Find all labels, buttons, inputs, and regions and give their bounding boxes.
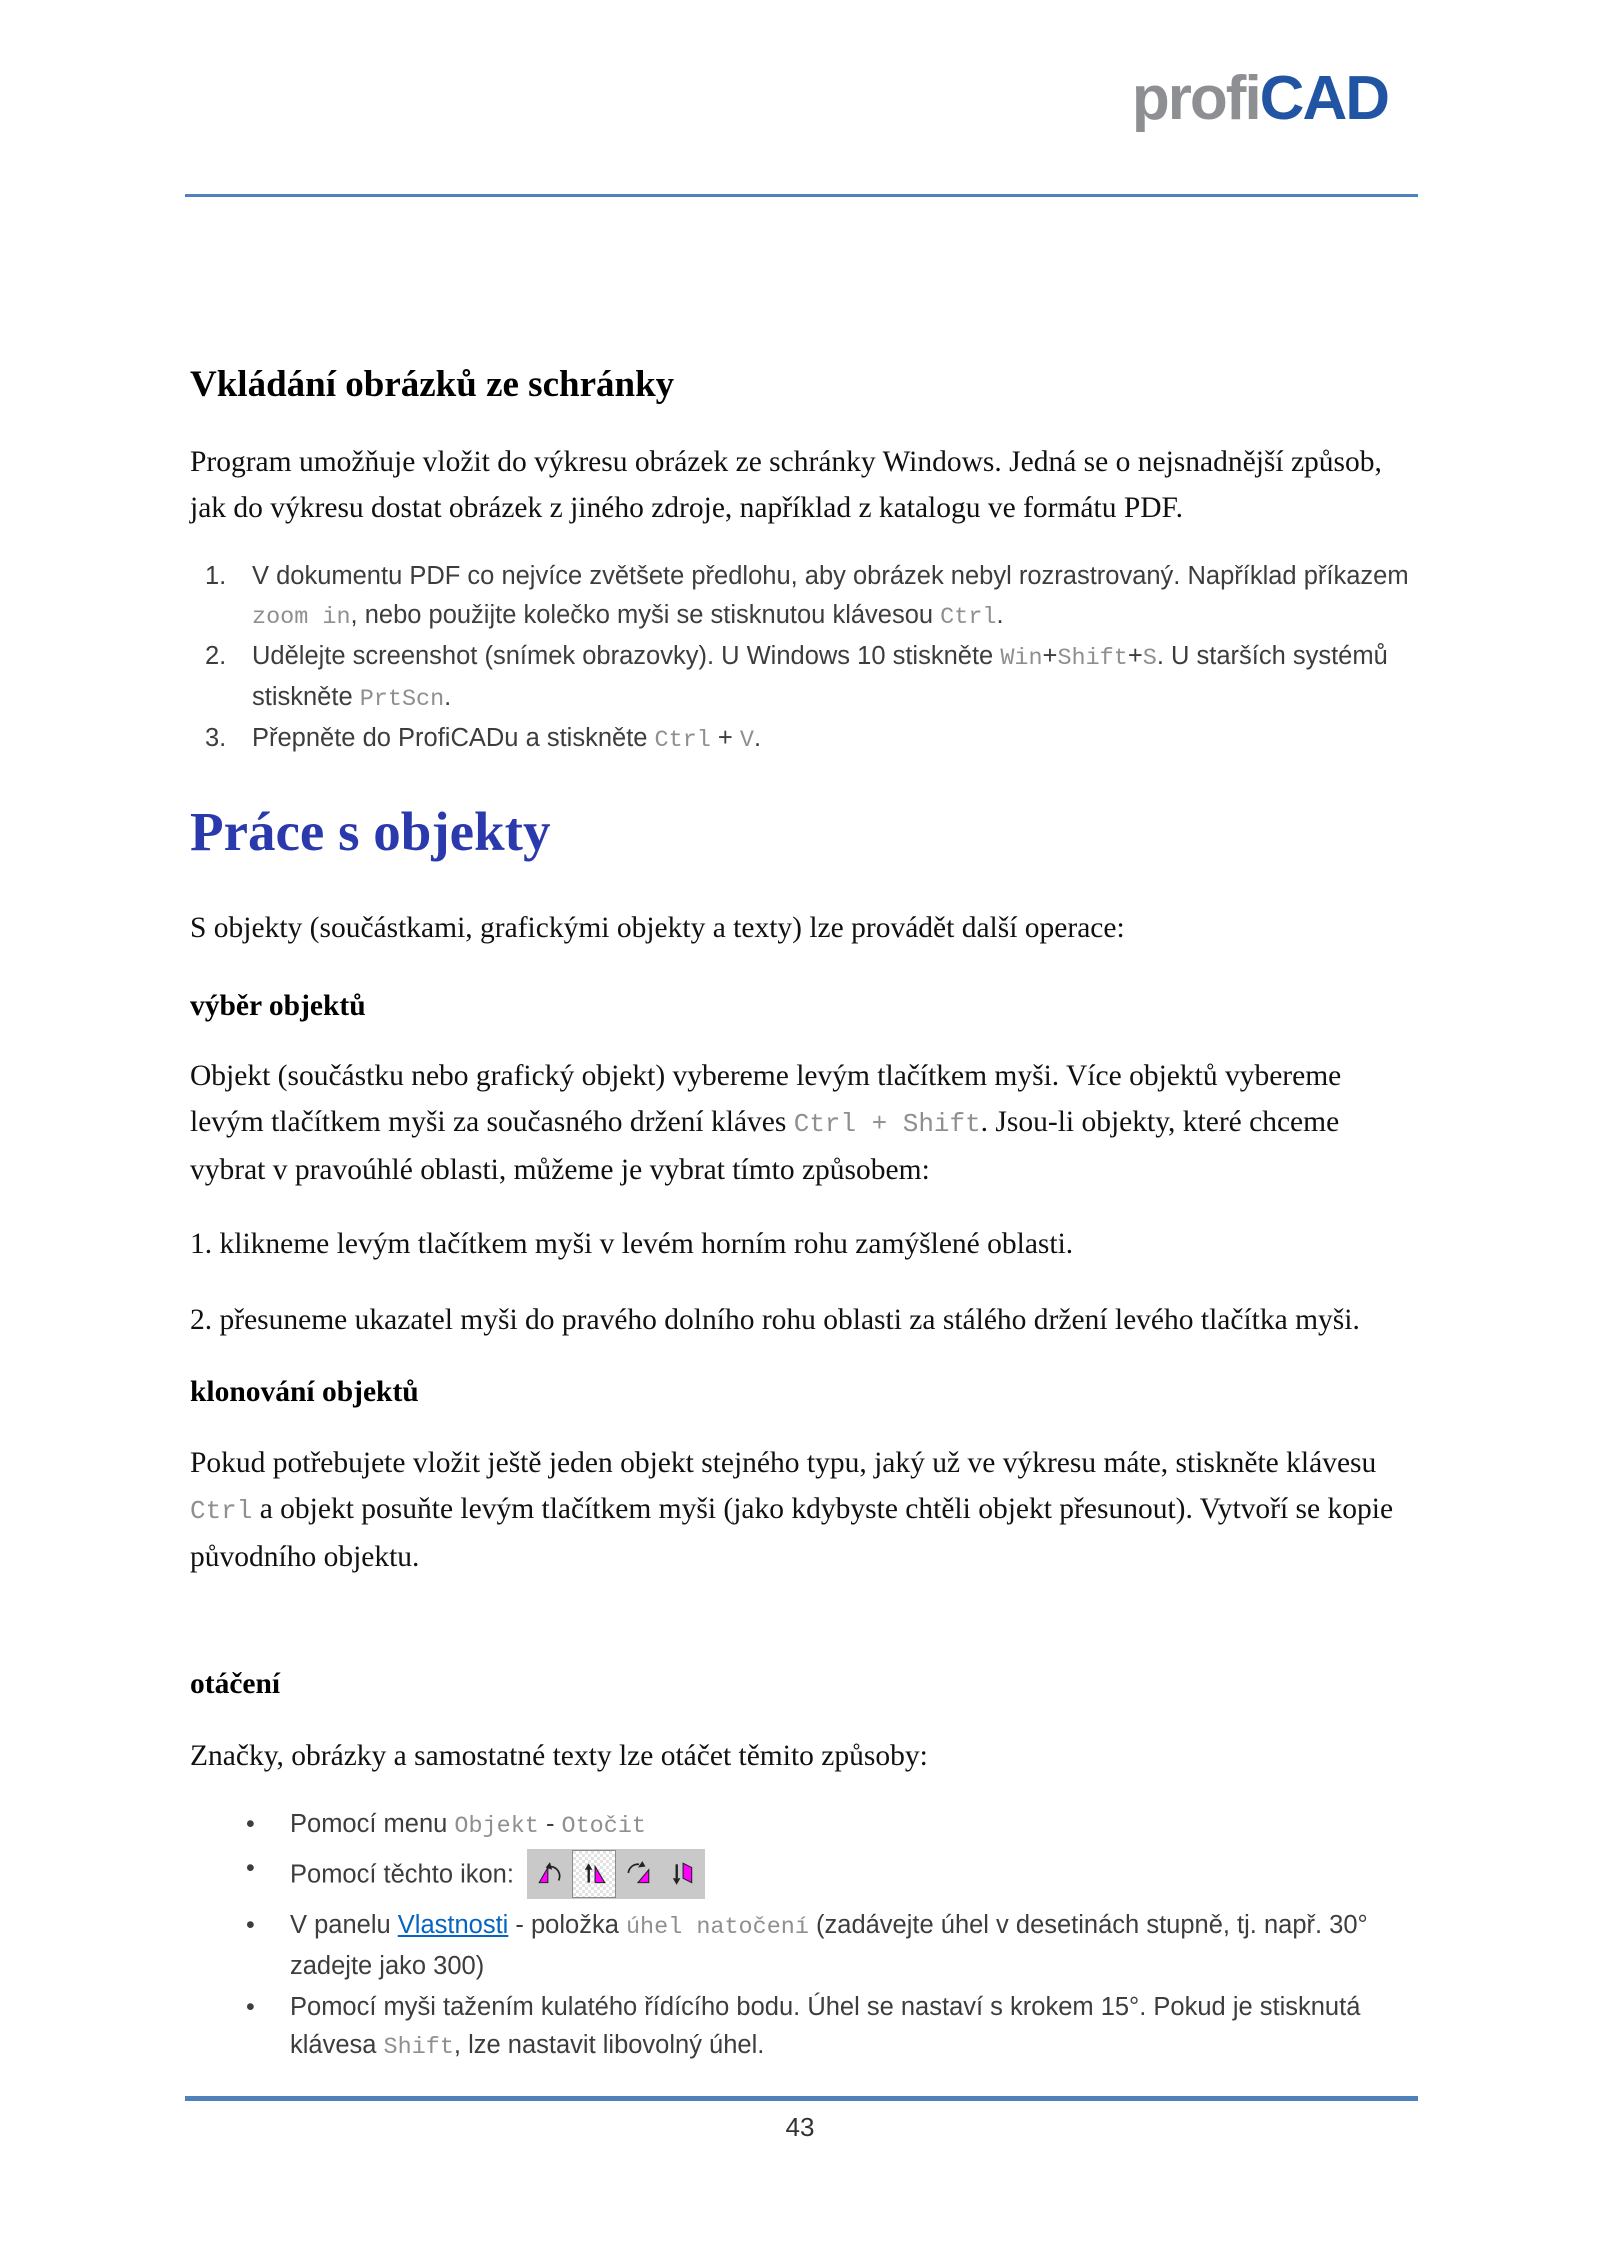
- text-segment: +: [1042, 642, 1058, 671]
- text-segment: , lze nastavit libovolný úhel.: [453, 2030, 765, 2059]
- list-number: 2.: [205, 642, 227, 671]
- list-item: [190, 557, 1420, 637]
- header-divider: [185, 194, 1418, 197]
- text-segment: .: [753, 724, 762, 753]
- subheading-otaceni: otáčení: [190, 1667, 281, 1700]
- property-uhel-natoceni: úhel natočení: [625, 1913, 809, 1941]
- page-number: 43: [785, 2112, 815, 2142]
- paragraph-clipboard-intro: Program umožňuje vložit do výkresu obrázek ze schránky Windows. Jedná se o nejsnadnější způsob, jak do výkresu dostat obrázek z jiného zdroje, například z katalogu ve formátu PDF.: [190, 446, 1382, 525]
- list-item-text: [252, 637, 1420, 719]
- list-item: [190, 637, 1420, 719]
- logo-text-profi: profi: [1131, 64, 1260, 133]
- list-item-text: [290, 1849, 1420, 1903]
- key-ctrl-shift: Ctrl + Shift: [793, 1109, 981, 1140]
- text-segment: . U starších systémů stiskněte: [252, 642, 1388, 712]
- text-segment: Pokud potřebujete vložit ještě jeden objekt stejného typu, jaký už ve výkresu máte, stiskněte klávesu: [190, 1446, 1377, 1479]
- rotate-left-icon[interactable]: [528, 1850, 572, 1898]
- list-item-text: [252, 719, 1420, 760]
- list-item: [190, 1805, 1420, 1846]
- text-segment: . Jsou-li objekty, které chceme vybrat v pravoúhlé oblasti, můžeme je vybrat tímto způsobem:: [190, 1106, 1340, 1187]
- paragraph-selection: [190, 1053, 1420, 1193]
- key-prtscn: PrtScn: [359, 686, 445, 714]
- list-item-text: [252, 557, 1420, 637]
- text-segment: - položka: [508, 1910, 626, 1939]
- proficad-logo: [1131, 64, 1388, 133]
- key-shift: Shift: [383, 2033, 454, 2061]
- list-number: 1.: [205, 562, 227, 591]
- text-segment: Pomocí těchto ikon:: [290, 1860, 522, 1889]
- rotate-right-icon[interactable]: [616, 1850, 660, 1898]
- text-segment: +: [710, 724, 740, 753]
- flip-vertical-icon[interactable]: [572, 1850, 616, 1898]
- vlastnosti-link[interactable]: Vlastnosti: [397, 1910, 509, 1939]
- rotation-bullet-list: [190, 1805, 1420, 2067]
- flip-down-icon[interactable]: [660, 1850, 704, 1898]
- text-segment: (zadávejte úhel v desetinách stupně, tj. např. 30° zadejte jako 300): [290, 1910, 1368, 1980]
- key-s: S: [1142, 645, 1157, 673]
- bullet-icon: [190, 1805, 290, 1846]
- text-segment: Udělejte screenshot (snímek obrazovky). U Windows 10 stiskněte: [252, 642, 1001, 671]
- text-segment: .: [444, 683, 452, 712]
- list-item: [190, 1849, 1420, 1903]
- list-item-text: [290, 1805, 1420, 1846]
- numbered-steps-list: [190, 557, 1420, 760]
- text-segment: Objekt (součástku nebo grafický objekt) vybereme levým tlačítkem myši. Více objektů vybereme levým tlačítkem myši za současného držení kláves: [190, 1060, 1342, 1139]
- paragraph-objects-intro: S objekty (součástkami, grafickými objekty a texty) lze provádět další operace:: [190, 911, 1125, 944]
- text-segment: Přepněte do ProfiCADu a stiskněte: [252, 724, 655, 753]
- code-zoom-in: zoom in: [252, 604, 351, 632]
- text-segment: Pomocí menu: [290, 1809, 455, 1838]
- footer-divider: [185, 2096, 1418, 2101]
- text-segment: Pomocí myši tažením kulatého řídícího bodu. Úhel se nastaví s krokem 15°. Pokud je stisknutá klávesa: [290, 1992, 1361, 2059]
- text-segment: , nebo použijte kolečko myši se stisknutou klávesou: [350, 601, 941, 630]
- chapter-heading-prace-s-objekty: Práce s objekty: [190, 801, 551, 863]
- paragraph-selection-step1: 1. klikneme levým tlačítkem myši v levém horním rohu zamýšlené oblasti.: [190, 1228, 1074, 1261]
- key-ctrl: Ctrl: [654, 727, 711, 755]
- list-item: [190, 1988, 1420, 2067]
- list-item-text: [290, 1988, 1420, 2067]
- rotate-icons-toolbar: [527, 1849, 705, 1899]
- list-item: [190, 719, 1420, 760]
- text-segment: V dokumentu PDF co nejvíce zvětšete předlohu, aby obrázek nebyl rozrastrovaný. Například příkazem: [252, 562, 1409, 591]
- bullet-icon: [190, 1988, 290, 2067]
- text-segment: +: [1127, 642, 1143, 671]
- logo-text-cad: CAD: [1259, 64, 1388, 133]
- text-segment: a objekt posuňte levým tlačítkem myši (jako kdybyste chtěli objekt přesunout). Vytvoří se kopie původního objektu.: [190, 1492, 1394, 1573]
- list-number: 3.: [205, 724, 227, 753]
- page-content: [190, 248, 1420, 2070]
- paragraph-cloning: [190, 1440, 1420, 1580]
- text-segment: .: [996, 601, 1004, 630]
- list-item-text: [290, 1906, 1420, 1985]
- bullet-icon: [190, 1849, 290, 1903]
- key-v: V: [739, 727, 754, 755]
- subheading-klonovani-objektu: klonování objektů: [190, 1376, 419, 1409]
- text-segment: V panelu: [290, 1910, 398, 1939]
- section-heading-clipboard-images: Vkládání obrázků ze schránky: [190, 364, 675, 405]
- paragraph-selection-step2: 2. přesuneme ukazatel myši do pravého dolního rohu oblasti za stálého držení levého tlačítka myši.: [190, 1304, 1360, 1337]
- bullet-icon: [190, 1906, 290, 1985]
- menu-otocit: Otočit: [561, 1812, 646, 1840]
- key-ctrl: Ctrl: [190, 1495, 253, 1526]
- paragraph-rotation-intro: Značky, obrázky a samostatné texty lze otáčet těmito způsoby:: [190, 1739, 928, 1772]
- key-shift: Shift: [1057, 645, 1128, 673]
- list-item: [190, 1906, 1420, 1985]
- text-segment: -: [538, 1809, 562, 1838]
- menu-objekt: Objekt: [454, 1812, 539, 1840]
- subheading-vyber-objektu: výběr objektů: [190, 989, 366, 1022]
- key-ctrl: Ctrl: [940, 604, 997, 632]
- key-win: Win: [1000, 645, 1043, 673]
